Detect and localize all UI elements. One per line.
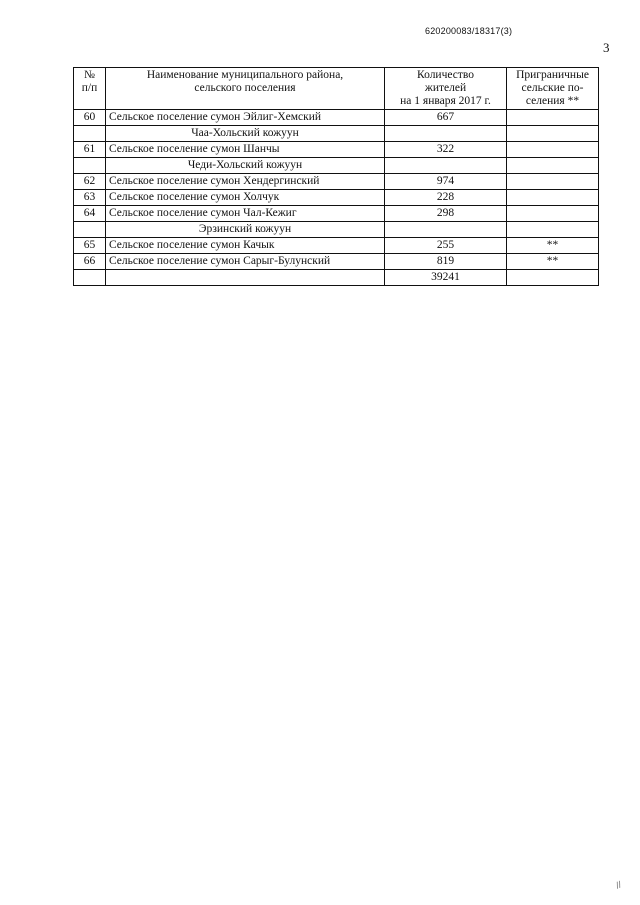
header-population-line: Количество	[417, 69, 474, 81]
row-num: 63	[74, 190, 106, 206]
row-population	[385, 158, 507, 174]
table-row	[74, 110, 599, 126]
row-name: Сельское поселение сумон Хендергинский	[106, 174, 385, 190]
row-name: Сельское поселение сумон Эйлиг-Хемский	[106, 110, 385, 126]
row-border-mark	[507, 174, 599, 190]
header-border-line: Приграничные	[516, 69, 589, 81]
row-population: 228	[385, 190, 507, 206]
row-population: 298	[385, 206, 507, 222]
row-border-mark	[507, 270, 599, 286]
row-num: 65	[74, 238, 106, 254]
row-num	[74, 126, 106, 142]
row-name: Сельское поселение сумон Качык	[106, 238, 385, 254]
table-row-group	[74, 126, 599, 142]
row-num: 64	[74, 206, 106, 222]
header-name	[106, 68, 385, 110]
row-border-mark	[507, 222, 599, 238]
district-name: Чаа-Хольский кожуун	[106, 126, 385, 142]
row-border-mark	[507, 206, 599, 222]
row-border-mark: **	[507, 238, 599, 254]
row-population	[385, 126, 507, 142]
row-num	[74, 270, 106, 286]
row-population: 974	[385, 174, 507, 190]
header-population	[385, 68, 507, 110]
row-border-mark	[507, 190, 599, 206]
row-border-mark	[507, 158, 599, 174]
district-name: Чеди-Хольский кожуун	[106, 158, 385, 174]
header-name-line: сельского поселения	[194, 82, 296, 94]
header-population-line: на 1 января 2017 г.	[400, 95, 491, 107]
row-num: 60	[74, 110, 106, 126]
table-row-group	[74, 222, 599, 238]
header-border-line: сельские по-	[521, 82, 584, 94]
row-name: Сельское поселение сумон Шанчы	[106, 142, 385, 158]
table-row-group	[74, 158, 599, 174]
row-num: 66	[74, 254, 106, 270]
table-row	[74, 174, 599, 190]
header-num-line: п/п	[81, 82, 98, 94]
page-number: 3	[603, 40, 610, 55]
header-border	[507, 68, 599, 110]
row-num: 62	[74, 174, 106, 190]
table-row	[74, 142, 599, 158]
table-row	[74, 238, 599, 254]
row-border-mark	[507, 142, 599, 158]
row-name: Сельское поселение сумон Чал-Кежиг	[106, 206, 385, 222]
row-name: Сельское поселение сумон Сарыг-Булунский	[106, 254, 385, 270]
total-population: 39241	[385, 270, 507, 286]
header-border-line: селения **	[525, 95, 580, 107]
header-name-line: Наименование муниципального района,	[146, 69, 344, 81]
table-row	[74, 190, 599, 206]
header-num	[74, 68, 106, 110]
row-border-mark	[507, 110, 599, 126]
district-name: Эрзинский кожуун	[106, 222, 385, 238]
table-row	[74, 206, 599, 222]
document-code: 620200083/18317(3)	[425, 26, 513, 36]
settlements-table	[73, 67, 599, 286]
row-border-mark: **	[507, 254, 599, 270]
row-num	[74, 158, 106, 174]
row-num	[74, 222, 106, 238]
row-name: Сельское поселение сумон Холчук	[106, 190, 385, 206]
header-num-line: №	[84, 69, 95, 81]
row-population	[385, 222, 507, 238]
row-name	[106, 270, 385, 286]
row-num: 61	[74, 142, 106, 158]
row-border-mark	[507, 126, 599, 142]
header-population-line: жителей	[424, 82, 467, 94]
corner-mark: //	[614, 879, 624, 892]
table-row	[74, 254, 599, 270]
table-total-row	[74, 270, 599, 286]
row-population: 322	[385, 142, 507, 158]
row-population: 819	[385, 254, 507, 270]
table-header-row	[74, 68, 599, 110]
row-population: 667	[385, 110, 507, 126]
row-population: 255	[385, 238, 507, 254]
